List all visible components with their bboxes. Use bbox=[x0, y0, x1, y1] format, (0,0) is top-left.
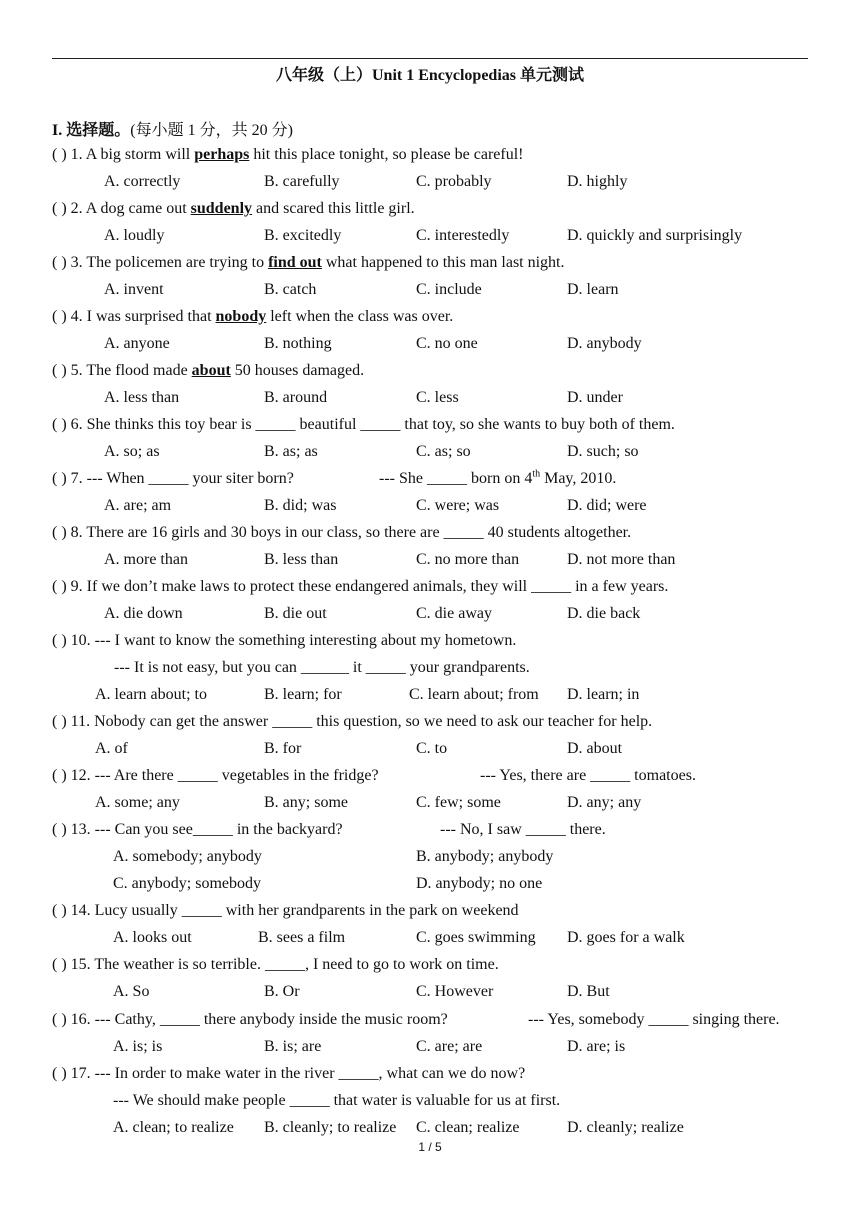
option-c: C. as; so bbox=[416, 443, 471, 460]
option-d: D. quickly and surprisingly bbox=[567, 227, 743, 244]
option-c: C. However bbox=[416, 983, 494, 1000]
question-stem: ( ) 1. A big storm will bbox=[52, 146, 195, 163]
question-16: ( ) 16. --- Cathy, _____ there anybody inside the music room? bbox=[52, 1011, 448, 1028]
keyword: about bbox=[191, 362, 231, 379]
option-a: A. more than bbox=[104, 551, 188, 568]
question-15: ( ) 15. The weather is so terrible. _____, I need to go to work on time. bbox=[52, 956, 499, 973]
option-b: B. less than bbox=[264, 551, 339, 568]
option-d: D. But bbox=[567, 983, 610, 1000]
option-c: C. learn about; from bbox=[409, 686, 539, 703]
option-b: B. as; as bbox=[264, 443, 318, 460]
question-10: ( ) 10. --- I want to know the something interesting about my hometown. bbox=[52, 632, 517, 649]
option-d: D. under bbox=[567, 389, 623, 406]
question-12: ( ) 12. --- Are there _____ vegetables in the fridge? bbox=[52, 767, 379, 784]
option-c: C. anybody; somebody bbox=[113, 875, 261, 892]
option-b: B. sees a film bbox=[258, 929, 346, 946]
option-a: A. anyone bbox=[104, 335, 170, 352]
option-a: A. less than bbox=[104, 389, 180, 406]
option-b: B. for bbox=[264, 740, 302, 757]
option-c: C. goes swimming bbox=[416, 929, 536, 946]
option-c: C. interestedly bbox=[416, 227, 510, 244]
option-c: C. are; are bbox=[416, 1038, 483, 1055]
option-b: B. die out bbox=[264, 605, 327, 622]
option-c: C. were; was bbox=[416, 497, 500, 514]
option-b: B. cleanly; to realize bbox=[264, 1119, 397, 1136]
option-d: D. cleanly; realize bbox=[567, 1119, 684, 1136]
option-d: D. any; any bbox=[567, 794, 642, 811]
option-b: B. is; are bbox=[264, 1038, 322, 1055]
question-13-reply: --- No, I saw _____ there. bbox=[440, 821, 606, 838]
option-d: D. did; were bbox=[567, 497, 647, 514]
option-d: D. not more than bbox=[567, 551, 676, 568]
option-d: D. learn; in bbox=[567, 686, 640, 703]
option-a: A. is; is bbox=[113, 1038, 163, 1055]
option-d: D. learn bbox=[567, 281, 619, 298]
keyword: find out bbox=[268, 254, 322, 271]
question-12-reply: --- Yes, there are _____ tomatoes. bbox=[480, 767, 696, 784]
option-d: D. goes for a walk bbox=[567, 929, 685, 946]
option-a: A. learn about; to bbox=[95, 686, 207, 703]
option-d: D. die back bbox=[567, 605, 641, 622]
option-d: D. anybody; no one bbox=[416, 875, 543, 892]
page-title: 八年级（上）Unit 1 Encyclopedias 单元测试 bbox=[275, 67, 585, 84]
question-2 bbox=[52, 199, 415, 219]
option-d: D. are; is bbox=[567, 1038, 626, 1055]
question-stem: ( ) 4. I was surprised that bbox=[52, 308, 216, 325]
question-7: ( ) 7. --- When _____ your siter born? bbox=[52, 470, 294, 487]
option-b: B. carefully bbox=[264, 173, 340, 190]
question-14: ( ) 14. Lucy usually _____ with her grandparents in the park on weekend bbox=[52, 902, 519, 919]
option-b: B. anybody; anybody bbox=[416, 848, 554, 865]
question-7-reply bbox=[379, 469, 616, 489]
option-a: A. clean; to realize bbox=[113, 1119, 234, 1136]
option-d: D. such; so bbox=[567, 443, 639, 460]
question-1 bbox=[52, 145, 524, 165]
section-label: I. 选择题。 bbox=[52, 122, 131, 139]
keyword: nobody bbox=[215, 308, 267, 325]
question-17-reply: --- We should make people _____ that water is valuable for us at first. bbox=[113, 1092, 561, 1109]
option-b: B. excitedly bbox=[264, 227, 342, 244]
question-rest: hit this place tonight, so please be careful! bbox=[249, 146, 524, 163]
option-a: A. invent bbox=[104, 281, 164, 298]
question-13: ( ) 13. --- Can you see_____ in the backyard? bbox=[52, 821, 343, 838]
option-a: A. of bbox=[95, 740, 128, 757]
option-c: C. no one bbox=[416, 335, 478, 352]
question-9: ( ) 9. If we don’t make laws to protect these endangered animals, they will _____ in a few years. bbox=[52, 578, 669, 595]
ordinal-suffix: th bbox=[532, 468, 541, 480]
page-number: 1 / 5 bbox=[418, 1140, 442, 1154]
section-note: (每小题 1 分，共 20 分) bbox=[130, 122, 293, 139]
option-c: C. less bbox=[416, 389, 459, 406]
question-rest: and scared this little girl. bbox=[252, 200, 415, 217]
question-stem: ( ) 5. The flood made bbox=[52, 362, 192, 379]
option-a: A. some; any bbox=[95, 794, 180, 811]
question-stem: ( ) 3. The policemen are trying to bbox=[52, 254, 269, 271]
option-a: A. loudly bbox=[104, 227, 165, 244]
header-rule bbox=[52, 58, 808, 59]
question-rest: left when the class was over. bbox=[266, 308, 454, 325]
option-c: C. to bbox=[416, 740, 448, 757]
question-11: ( ) 11. Nobody can get the answer _____ this question, so we need to ask our teacher for help. bbox=[52, 713, 653, 730]
question-rest: what happened to this man last night. bbox=[321, 254, 565, 271]
option-b: B. any; some bbox=[264, 794, 348, 811]
option-b: B. around bbox=[264, 389, 328, 406]
option-c: C. no more than bbox=[416, 551, 520, 568]
option-b: B. catch bbox=[264, 281, 317, 298]
option-a: A. die down bbox=[104, 605, 183, 622]
question-stem: ( ) 2. A dog came out bbox=[52, 200, 191, 217]
option-c: C. probably bbox=[416, 173, 492, 190]
option-b: B. did; was bbox=[264, 497, 337, 514]
section-heading bbox=[52, 117, 293, 140]
question-16-reply: --- Yes, somebody _____ singing there. bbox=[528, 1011, 780, 1028]
option-d: D. about bbox=[567, 740, 623, 757]
question-17: ( ) 17. --- In order to make water in the river _____, what can we do now? bbox=[52, 1065, 526, 1082]
option-d: D. highly bbox=[567, 173, 628, 190]
option-c: C. die away bbox=[416, 605, 492, 622]
option-b: B. nothing bbox=[264, 335, 332, 352]
reply-text: --- She _____ born on 4 bbox=[379, 470, 533, 487]
option-a: A. So bbox=[113, 983, 150, 1000]
keyword: suddenly bbox=[190, 200, 253, 217]
reply-text: May, 2010. bbox=[540, 470, 617, 487]
question-10-reply: --- It is not easy, but you can ______ it _____ your grandparents. bbox=[114, 659, 530, 676]
option-b: B. learn; for bbox=[264, 686, 342, 703]
question-8: ( ) 8. There are 16 girls and 30 boys in our class, so there are _____ 40 students altogether. bbox=[52, 524, 632, 541]
option-a: A. looks out bbox=[113, 929, 192, 946]
option-a: A. are; am bbox=[104, 497, 172, 514]
option-a: A. correctly bbox=[104, 173, 181, 190]
option-c: C. clean; realize bbox=[416, 1119, 520, 1136]
question-3 bbox=[52, 253, 565, 273]
option-a: A. somebody; anybody bbox=[113, 848, 262, 865]
question-6: ( ) 6. She thinks this toy bear is _____ beautiful _____ that toy, so she wants to buy both of them. bbox=[52, 416, 675, 433]
option-d: D. anybody bbox=[567, 335, 642, 352]
question-rest: 50 houses damaged. bbox=[230, 362, 365, 379]
option-c: C. include bbox=[416, 281, 482, 298]
option-c: C. few; some bbox=[416, 794, 501, 811]
question-4 bbox=[52, 307, 453, 327]
option-a: A. so; as bbox=[104, 443, 160, 460]
option-b: B. Or bbox=[264, 983, 300, 1000]
keyword: perhaps bbox=[194, 146, 250, 163]
question-5 bbox=[52, 361, 364, 381]
